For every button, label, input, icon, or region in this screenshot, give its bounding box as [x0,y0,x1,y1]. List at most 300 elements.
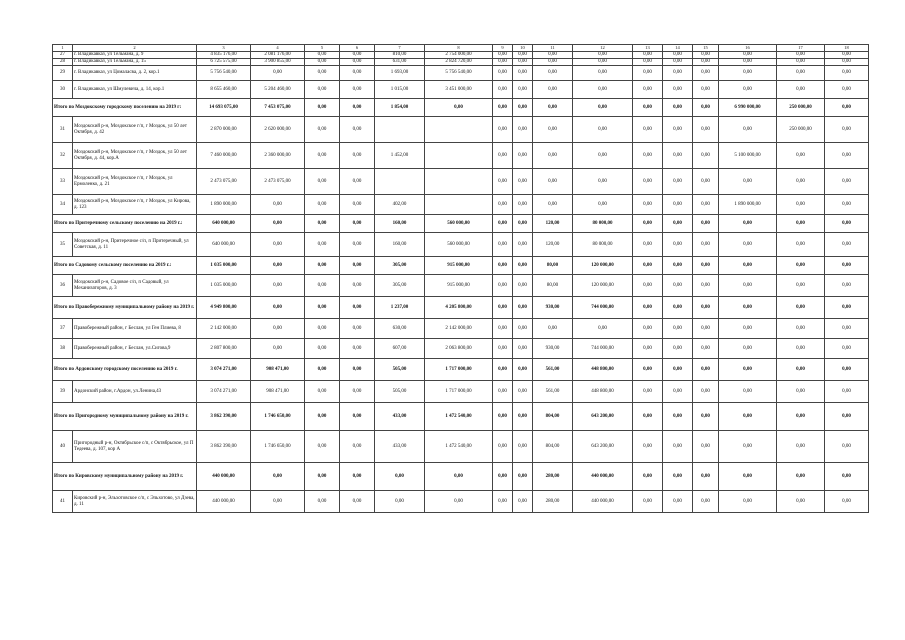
value-cell: 2 063 800,00 [425,339,493,359]
value-cell: 80 000,00 [573,215,633,233]
value-cell: 0,00 [719,431,777,463]
value-cell: 0,00 [719,403,777,431]
value-cell: 0,00 [719,257,777,275]
value-cell: 0,00 [340,143,375,169]
value-cell: 1 035 000,00 [197,275,251,297]
value-cell: 0,00 [340,66,375,81]
subtotal-row [53,215,869,233]
value-cell: 0,00 [663,257,693,275]
value-cell: 1 746 650,00 [251,431,305,463]
value-cell: 5 204 460,00 [251,81,305,99]
value-cell: 0,00 [305,381,340,403]
value-cell: 0,00 [693,169,719,195]
row-number-cell: 27 [53,52,73,59]
column-number-cell: 13 [633,45,663,52]
table-row [53,81,869,99]
table-row [53,431,869,463]
value-cell: 0,00 [777,359,825,381]
address-cell: Правобережный район, г Беслан, ул Ген Плиева, 8 [73,319,197,339]
value-cell: 0,00 [493,99,513,117]
value-cell: 0,00 [719,381,777,403]
column-number-cell: 11 [533,45,573,52]
register-table-page [52,44,851,513]
value-cell: 0,00 [663,403,693,431]
value-cell: 0,00 [777,297,825,319]
value-cell: 0,00 [663,99,693,117]
value-cell: 2 824 720,00 [425,59,493,66]
value-cell [425,169,493,195]
value-cell: 0,00 [340,233,375,257]
value-cell: 0,00 [513,297,533,319]
value-cell: 250 000,00 [777,117,825,143]
row-number-cell: 37 [53,319,73,339]
row-number-cell: 30 [53,81,73,99]
value-cell: 0,00 [493,143,513,169]
value-cell: 0,00 [251,215,305,233]
subtotal-row [53,403,869,431]
value-cell [425,143,493,169]
row-number-cell: 35 [53,233,73,257]
value-cell: 915 000,00 [425,275,493,297]
address-cell: Моздокский р-н, Притеречное с/п, п Притеречный, ул Советская, д. 11 [73,233,197,257]
value-cell: 0,00 [513,233,533,257]
value-cell: 0,00 [340,52,375,59]
value-cell: 0,00 [693,66,719,81]
subtotal-label-cell: Итого по Притеречному сельскому поселению на 2019 г.: [53,215,197,233]
value-cell: 0,00 [573,169,633,195]
value-cell: 0,00 [777,143,825,169]
value-cell: 0,00 [340,117,375,143]
value-cell: 0,00 [693,81,719,99]
value-cell: 0,00 [533,319,573,339]
value-cell: 2 620 000,00 [251,117,305,143]
value-cell: 915 000,00 [425,257,493,275]
value-cell: 3 074 271,00 [197,359,251,381]
subtotal-label-cell: Итого по Садовому сельскому поселению на 2019 г.: [53,257,197,275]
value-cell: 0,00 [305,59,340,66]
value-cell: 0,00 [693,52,719,59]
address-cell: Моздокский р-н, Моздокское г/п, г Моздок, ул 50 лет Октября, д. 42 [73,117,197,143]
value-cell: 0,00 [633,275,663,297]
value-cell: 0,00 [513,143,533,169]
value-cell: 0,00 [693,297,719,319]
table-row [53,233,869,257]
value-cell: 0,00 [693,257,719,275]
column-number-cell: 10 [513,45,533,52]
value-cell: 0,00 [777,233,825,257]
subtotal-row [53,99,869,117]
value-cell: 0,00 [573,143,633,169]
value-cell: 0,00 [533,81,573,99]
value-cell: 2 142 000,00 [425,319,493,339]
value-cell: 0,00 [693,233,719,257]
value-cell: 2 473 075,00 [197,169,251,195]
value-cell: 305,00 [375,275,425,297]
value-cell: 0,00 [719,81,777,99]
value-cell: 0,00 [493,491,513,513]
value-cell: 2 360 000,00 [251,143,305,169]
value-cell: 0,00 [825,403,869,431]
value-cell: 440 000,00 [573,491,633,513]
value-cell: 0,00 [633,169,663,195]
value-cell: 0,00 [513,52,533,59]
subtotal-row [53,359,869,381]
value-cell: 0,00 [693,359,719,381]
value-cell: 0,00 [825,297,869,319]
subtotal-label-cell: Итого по Правобережному муниципальному району на 2019 г. [53,297,197,319]
value-cell: 0,00 [573,66,633,81]
value-cell: 0,00 [633,319,663,339]
value-cell: 0,00 [719,275,777,297]
value-cell: 0,00 [340,169,375,195]
value-cell: 0,00 [493,403,513,431]
value-cell: 2 754 000,00 [425,52,493,59]
value-cell: 0,00 [573,195,633,215]
subtotal-row [53,463,869,491]
table-row [53,381,869,403]
row-number-cell: 32 [53,143,73,169]
value-cell: 3 900 855,00 [251,59,305,66]
value-cell: 0,00 [305,275,340,297]
value-cell: 433,00 [375,403,425,431]
value-cell: 560 000,00 [425,233,493,257]
value-cell: 810,00 [375,52,425,59]
column-number-cell: 5 [305,45,340,52]
value-cell: 0,00 [825,117,869,143]
column-number-cell: 9 [493,45,513,52]
value-cell: 0,00 [663,491,693,513]
value-cell: 0,00 [340,215,375,233]
value-cell: 0,00 [340,381,375,403]
value-cell: 908 471,00 [251,359,305,381]
value-cell: 0,00 [513,339,533,359]
value-cell: 0,00 [825,339,869,359]
value-cell: 280,00 [533,491,573,513]
value-cell: 0,00 [633,195,663,215]
value-cell: 0,00 [633,52,663,59]
value-cell: 0,00 [663,431,693,463]
value-cell: 0,00 [493,195,513,215]
value-cell: 0,00 [513,169,533,195]
value-cell: 0,00 [493,431,513,463]
value-cell: 0,00 [493,339,513,359]
value-cell: 0,00 [663,66,693,81]
value-cell: 0,00 [425,491,493,513]
value-cell: 0,00 [633,99,663,117]
value-cell: 640 000,00 [197,233,251,257]
row-number-cell: 29 [53,66,73,81]
value-cell: 0,00 [305,403,340,431]
column-number-cell: 18 [825,45,869,52]
value-cell: 0,00 [251,257,305,275]
value-cell: 3 074 271,00 [197,381,251,403]
value-cell: 0,00 [777,431,825,463]
value-cell: 0,00 [425,463,493,491]
table-row [53,169,869,195]
value-cell: 0,00 [340,319,375,339]
value-cell: 0,00 [513,117,533,143]
row-number-cell: 40 [53,431,73,463]
value-cell: 2 473 075,00 [251,169,305,195]
value-cell: 0,00 [663,359,693,381]
value-cell: 744 000,00 [573,339,633,359]
address-cell: Кировский р-н, Эльхотовское с/п, с Эльхотово, ул Дзева, д. 11 [73,491,197,513]
value-cell: 0,00 [633,463,663,491]
value-cell: 0,00 [825,66,869,81]
value-cell: 0,00 [340,275,375,297]
value-cell: 0,00 [777,195,825,215]
value-cell: 0,00 [305,99,340,117]
value-cell: 0,00 [513,215,533,233]
value-cell: 305,00 [375,257,425,275]
value-cell: 0,00 [633,117,663,143]
value-cell: 0,00 [340,403,375,431]
column-number-cell: 4 [251,45,305,52]
value-cell: 448 800,00 [573,359,633,381]
value-cell: 930,00 [533,297,573,319]
value-cell: 440 000,00 [573,463,633,491]
value-cell: 0,00 [663,463,693,491]
value-cell: 0,00 [663,215,693,233]
value-cell: 640 000,00 [197,215,251,233]
value-cell: 0,00 [777,66,825,81]
value-cell: 0,00 [305,143,340,169]
address-cell: г. Владикавказ, ул Цомаласва, д. 2, кор.1 [73,66,197,81]
value-cell: 0,00 [633,66,663,81]
subtotal-label-cell: Итого по Пригородному муниципальному району на 2019 г. [53,403,197,431]
value-cell: 804,00 [533,403,573,431]
value-cell: 80,00 [533,257,573,275]
value-cell: 0,00 [340,339,375,359]
value-cell: 1 717 000,00 [425,359,493,381]
value-cell: 0,00 [513,463,533,491]
value-cell: 0,00 [777,275,825,297]
value-cell: 0,00 [305,215,340,233]
value-cell: 120,00 [533,233,573,257]
value-cell: 0,00 [493,52,513,59]
value-cell: 0,00 [693,275,719,297]
row-number-cell: 36 [53,275,73,297]
table-row [53,66,869,81]
value-cell: 0,00 [825,359,869,381]
value-cell: 0,00 [825,275,869,297]
column-number-cell: 2 [73,45,197,52]
value-cell: 0,00 [719,59,777,66]
value-cell: 8 655 460,00 [197,81,251,99]
subtotal-row [53,297,869,319]
value-cell: 0,00 [533,59,573,66]
value-cell: 0,00 [663,117,693,143]
value-cell: 0,00 [573,319,633,339]
value-cell: 5 100 000,00 [719,143,777,169]
value-cell: 0,00 [513,99,533,117]
value-cell: 0,00 [533,195,573,215]
value-cell: 0,00 [633,297,663,319]
value-cell: 0,00 [633,59,663,66]
value-cell: 0,00 [493,233,513,257]
value-cell: 80 000,00 [573,233,633,257]
row-number-cell: 28 [53,59,73,66]
value-cell: 0,00 [825,257,869,275]
table-body [53,45,869,513]
value-cell: 0,00 [305,117,340,143]
value-cell: 5 756 540,00 [425,66,493,81]
value-cell: 0,00 [719,463,777,491]
value-cell: 0,00 [305,81,340,99]
value-cell: 0,00 [825,59,869,66]
column-number-cell: 6 [340,45,375,52]
value-cell: 0,00 [693,431,719,463]
value-cell: 0,00 [777,169,825,195]
value-cell: 0,00 [633,233,663,257]
value-cell: 0,00 [693,491,719,513]
value-cell: 0,00 [777,81,825,99]
value-cell: 280,00 [533,463,573,491]
row-number-cell: 33 [53,169,73,195]
value-cell: 448 800,00 [573,381,633,403]
value-cell: 5 756 540,00 [197,66,251,81]
value-cell: 630,00 [375,319,425,339]
address-cell: г. Владикавказ, ул Шмулевича, д. 14, кор.1 [73,81,197,99]
column-number-cell: 1 [53,45,73,52]
value-cell: 0,00 [340,81,375,99]
value-cell: 0,00 [573,117,633,143]
value-cell: 1 015,00 [375,81,425,99]
value-cell: 0,00 [513,319,533,339]
value-cell: 0,00 [425,99,493,117]
value-cell: 0,00 [693,143,719,169]
value-cell: 2 081 176,00 [251,52,305,59]
value-cell: 1 472 540,00 [425,431,493,463]
value-cell: 0,00 [251,339,305,359]
value-cell: 0,00 [825,143,869,169]
address-cell: г. Владикавказ, ул Тельмана, д. 15 [73,59,197,66]
value-cell: 0,00 [305,233,340,257]
value-cell: 1 452,00 [375,143,425,169]
value-cell: 0,00 [663,381,693,403]
value-cell: 0,00 [633,143,663,169]
value-cell: 0,00 [340,491,375,513]
value-cell: 0,00 [777,215,825,233]
value-cell: 1 035 000,00 [197,257,251,275]
value-cell: 561,00 [533,359,573,381]
value-cell: 0,00 [251,297,305,319]
value-cell: 0,00 [633,491,663,513]
value-cell: 0,00 [533,143,573,169]
value-cell: 0,00 [663,297,693,319]
value-cell: 0,00 [719,297,777,319]
row-number-cell: 31 [53,117,73,143]
column-number-cell: 8 [425,45,493,52]
value-cell: 0,00 [533,169,573,195]
value-cell: 0,00 [693,59,719,66]
value-cell: 3 862 390,00 [197,431,251,463]
value-cell: 505,00 [375,359,425,381]
value-cell: 2 142 000,00 [197,319,251,339]
value-cell: 0,00 [305,339,340,359]
value-cell: 440 000,00 [197,491,251,513]
value-cell: 908 471,00 [251,381,305,403]
value-cell: 160,00 [375,215,425,233]
value-cell: 0,00 [513,403,533,431]
value-cell: 0,00 [533,66,573,81]
value-cell: 0,00 [633,359,663,381]
address-cell: Ардонский район, г.Ардон, ул.Ленина,43 [73,381,197,403]
subtotal-row [53,257,869,275]
value-cell: 0,00 [663,169,693,195]
value-cell: 0,00 [493,275,513,297]
address-cell: Пригородный р-н, Октябрьское с/п, с Октябрьское, ул П Тедеева, д. 107, кор А [73,431,197,463]
value-cell: 2 807 800,00 [197,339,251,359]
value-cell: 0,00 [663,52,693,59]
value-cell: 0,00 [693,319,719,339]
value-cell: 0,00 [719,319,777,339]
value-cell: 120 000,00 [573,257,633,275]
value-cell: 0,00 [493,66,513,81]
value-cell: 0,00 [693,99,719,117]
value-cell: 0,00 [493,257,513,275]
value-cell: 0,00 [633,215,663,233]
value-cell: 0,00 [663,59,693,66]
value-cell: 4 205 800,00 [425,297,493,319]
value-cell: 0,00 [305,257,340,275]
value-cell: 3 862 390,00 [197,403,251,431]
value-cell: 0,00 [340,59,375,66]
value-cell: 0,00 [251,319,305,339]
value-cell: 0,00 [513,66,533,81]
value-cell [375,117,425,143]
value-cell: 0,00 [693,339,719,359]
value-cell: 0,00 [493,381,513,403]
value-cell: 0,00 [573,99,633,117]
column-number-row [53,45,869,52]
value-cell: 1 890 000,00 [197,195,251,215]
value-cell: 0,00 [825,319,869,339]
value-cell: 1 717 000,00 [425,381,493,403]
value-cell: 0,00 [513,257,533,275]
address-cell: Моздокский р-н, Моздокское г/п, г Моздок, ул Кирова, д. 123 [73,195,197,215]
value-cell: 0,00 [777,339,825,359]
row-number-cell: 39 [53,381,73,403]
value-cell: 0,00 [305,359,340,381]
value-cell: 0,00 [493,359,513,381]
value-cell: 0,00 [663,233,693,257]
value-cell: 0,00 [513,381,533,403]
value-cell: 0,00 [573,59,633,66]
value-cell: 0,00 [533,52,573,59]
value-cell: 440 000,00 [197,463,251,491]
value-cell: 0,00 [493,81,513,99]
value-cell: 0,00 [777,52,825,59]
value-cell: 0,00 [513,195,533,215]
value-cell: 0,00 [340,297,375,319]
value-cell: 0,00 [340,463,375,491]
table-row [53,275,869,297]
address-cell: г. Владикавказ, ул Тельмана, д. 9 [73,52,197,59]
table-row [53,195,869,215]
value-cell: 0,00 [825,169,869,195]
value-cell: 0,00 [305,297,340,319]
value-cell: 120 000,00 [573,275,633,297]
value-cell: 0,00 [493,319,513,339]
value-cell: 0,00 [493,463,513,491]
value-cell: 0,00 [693,381,719,403]
value-cell: 6 725 575,00 [197,59,251,66]
row-number-cell: 41 [53,491,73,513]
value-cell: 0,00 [305,491,340,513]
address-cell: Правобережный район, г Беслан, ул.Сигова,9 [73,339,197,359]
value-cell: 0,00 [513,59,533,66]
